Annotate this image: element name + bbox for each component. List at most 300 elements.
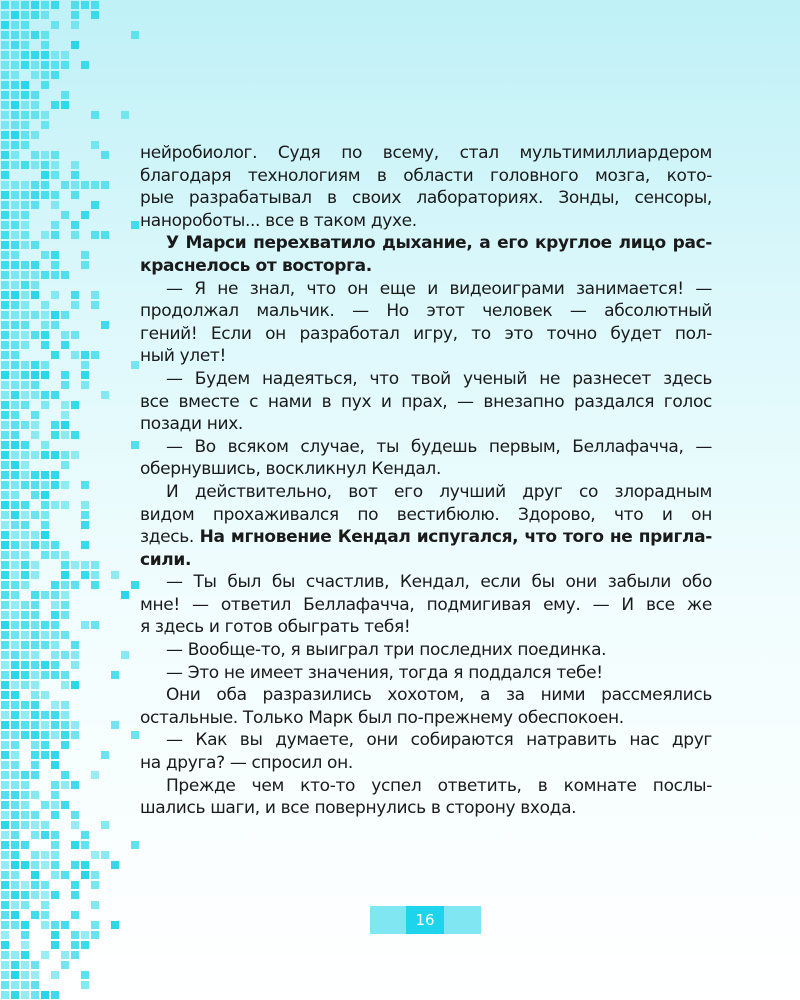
mosaic-pixel [91, 561, 99, 569]
mosaic-pixel [111, 921, 119, 929]
mosaic-pixel [41, 11, 49, 19]
mosaic-pixel [51, 431, 59, 439]
mosaic-pixel [11, 461, 19, 469]
mosaic-pixel [21, 1, 29, 9]
mosaic-pixel [11, 751, 19, 759]
text-line: продолжал мальчик. — Но этот человек — абсолютный [140, 301, 712, 322]
mosaic-pixel [71, 231, 79, 239]
mosaic-pixel [51, 291, 59, 299]
mosaic-pixel [21, 731, 29, 739]
mosaic-pixel [81, 931, 89, 939]
mosaic-pixel [21, 711, 29, 719]
mosaic-pixel [1, 631, 9, 639]
mosaic-pixel [21, 81, 29, 89]
mosaic-pixel [31, 991, 39, 999]
mosaic-pixel [91, 231, 99, 239]
mosaic-pixel [131, 361, 139, 369]
mosaic-pixel [11, 811, 19, 819]
mosaic-pixel [11, 291, 19, 299]
mosaic-pixel [51, 151, 59, 159]
mosaic-pixel [61, 51, 69, 59]
mosaic-pixel [61, 601, 69, 609]
mosaic-pixel [11, 361, 19, 369]
text-line: — Будем надеяться, что твой ученый не разнесет здесь [166, 368, 712, 389]
mosaic-pixel [71, 891, 79, 899]
mosaic-pixel [11, 221, 19, 229]
mosaic-pixel [11, 701, 19, 709]
mosaic-pixel [11, 631, 19, 639]
mosaic-pixel [51, 991, 59, 999]
mosaic-pixel [51, 271, 59, 279]
mosaic-pixel [21, 21, 29, 29]
mosaic-pixel [1, 661, 9, 669]
mosaic-pixel [71, 431, 79, 439]
mosaic-pixel [11, 501, 19, 509]
pixel-mosaic-decoration [0, 0, 140, 1000]
mosaic-pixel [21, 951, 29, 959]
mosaic-pixel [21, 41, 29, 49]
mosaic-pixel [1, 301, 9, 309]
mosaic-pixel [11, 651, 19, 659]
mosaic-pixel [1, 761, 9, 769]
mosaic-pixel [1, 421, 9, 429]
mosaic-pixel [31, 601, 39, 609]
mosaic-pixel [21, 841, 29, 849]
mosaic-pixel [101, 321, 109, 329]
text-line: У Марси перехватило дыхание, а его круглое лицо рас- [166, 233, 712, 254]
text-line: позади них. [140, 414, 243, 435]
text-body [140, 142, 712, 820]
mosaic-pixel [11, 331, 19, 339]
mosaic-pixel [81, 481, 89, 489]
text-line: — Ты был бы счастлив, Кендал, если бы они забыли обо [166, 572, 712, 593]
mosaic-pixel [61, 181, 69, 189]
mosaic-pixel [21, 611, 29, 619]
mosaic-pixel [41, 391, 49, 399]
mosaic-pixel [1, 271, 9, 279]
mosaic-pixel [61, 581, 69, 589]
mosaic-pixel [71, 781, 79, 789]
mosaic-pixel [41, 551, 49, 559]
mosaic-pixel [61, 551, 69, 559]
mosaic-pixel [41, 51, 49, 59]
mosaic-pixel [71, 191, 79, 199]
mosaic-pixel [41, 301, 49, 309]
mosaic-pixel [101, 231, 109, 239]
mosaic-pixel [51, 701, 59, 709]
mosaic-pixel [21, 891, 29, 899]
mosaic-pixel [41, 191, 49, 199]
mosaic-pixel [81, 511, 89, 519]
mosaic-pixel [11, 131, 19, 139]
mosaic-pixel [21, 371, 29, 379]
mosaic-pixel [41, 31, 49, 39]
mosaic-pixel [31, 871, 39, 879]
mosaic-pixel [71, 41, 79, 49]
mosaic-pixel [11, 311, 19, 319]
mosaic-pixel [51, 591, 59, 599]
mosaic-pixel [11, 571, 19, 579]
mosaic-pixel [11, 641, 19, 649]
mosaic-pixel [71, 21, 79, 29]
mosaic-pixel [51, 351, 59, 359]
mosaic-pixel [11, 721, 19, 729]
mosaic-pixel [11, 561, 19, 569]
mosaic-pixel [51, 421, 59, 429]
mosaic-pixel [31, 541, 39, 549]
mosaic-pixel [11, 681, 19, 689]
mosaic-pixel [61, 571, 69, 579]
mosaic-pixel [31, 631, 39, 639]
mosaic-pixel [51, 481, 59, 489]
mosaic-pixel [1, 201, 9, 209]
mosaic-pixel [1, 311, 9, 319]
mosaic-pixel [21, 131, 29, 139]
mosaic-pixel [1, 501, 9, 509]
mosaic-pixel [101, 751, 109, 759]
mosaic-pixel [31, 31, 39, 39]
mosaic-pixel [31, 11, 39, 19]
mosaic-pixel [41, 151, 49, 159]
mosaic-pixel [21, 201, 29, 209]
mosaic-pixel [41, 821, 49, 829]
mosaic-pixel [11, 901, 19, 909]
mosaic-pixel [31, 791, 39, 799]
mosaic-pixel [81, 981, 89, 989]
mosaic-pixel [1, 211, 9, 219]
mosaic-pixel [21, 191, 29, 199]
mosaic-pixel [1, 51, 9, 59]
text-line: — Во всяком случае, ты будешь первым, Беллафачча, — [166, 436, 712, 457]
mosaic-pixel [71, 651, 79, 659]
mosaic-pixel [41, 171, 49, 179]
mosaic-pixel [51, 631, 59, 639]
mosaic-pixel [31, 811, 39, 819]
mosaic-pixel [41, 361, 49, 369]
mosaic-pixel [1, 541, 9, 549]
mosaic-pixel [71, 861, 79, 869]
mosaic-pixel [41, 501, 49, 509]
mosaic-pixel [121, 111, 129, 119]
mosaic-pixel [41, 181, 49, 189]
text-line: остальные. Только Марк был по-прежнему обеспокоен. [140, 707, 624, 728]
mosaic-pixel [1, 91, 9, 99]
mosaic-pixel [1, 991, 9, 999]
mosaic-pixel [1, 351, 9, 359]
mosaic-pixel [31, 391, 39, 399]
mosaic-pixel [41, 881, 49, 889]
mosaic-pixel [71, 721, 79, 729]
mosaic-pixel [61, 681, 69, 689]
mosaic-pixel [41, 891, 49, 899]
mosaic-pixel [1, 731, 9, 739]
mosaic-pixel [1, 391, 9, 399]
mosaic-pixel [31, 311, 39, 319]
mosaic-pixel [31, 851, 39, 859]
mosaic-pixel [61, 341, 69, 349]
mosaic-pixel [71, 581, 79, 589]
mosaic-pixel [61, 561, 69, 569]
mosaic-pixel [121, 591, 129, 599]
mosaic-pixel [111, 721, 119, 729]
mosaic-pixel [81, 251, 89, 259]
mosaic-pixel [61, 771, 69, 779]
mosaic-pixel [1, 871, 9, 879]
mosaic-pixel [11, 351, 19, 359]
mosaic-pixel [1, 831, 9, 839]
mosaic-pixel [21, 241, 29, 249]
mosaic-pixel [31, 971, 39, 979]
mosaic-pixel [61, 801, 69, 809]
mosaic-pixel [81, 941, 89, 949]
mosaic-pixel [61, 421, 69, 429]
mosaic-pixel [31, 111, 39, 119]
mosaic-pixel [41, 441, 49, 449]
mosaic-pixel [51, 231, 59, 239]
mosaic-pixel [1, 571, 9, 579]
text-line: все вместе с нами в пух и прах, — внезапно раздался голос [140, 391, 712, 412]
mosaic-pixel [51, 71, 59, 79]
mosaic-pixel [1, 751, 9, 759]
text-line: рые разрабатывал в своих лабораториях. Зонды, сенсоры, [140, 188, 712, 209]
mosaic-pixel [31, 61, 39, 69]
mosaic-pixel [21, 51, 29, 59]
mosaic-pixel [11, 421, 19, 429]
mosaic-pixel [41, 251, 49, 259]
mosaic-pixel [21, 521, 29, 529]
mosaic-pixel [31, 331, 39, 339]
mosaic-pixel [91, 11, 99, 19]
mosaic-pixel [11, 871, 19, 879]
paragraph [140, 142, 712, 232]
mosaic-pixel [21, 651, 29, 659]
mosaic-pixel [91, 1, 99, 9]
mosaic-pixel [51, 831, 59, 839]
mosaic-pixel [1, 321, 9, 329]
mosaic-pixel [81, 971, 89, 979]
mosaic-pixel [51, 641, 59, 649]
mosaic-pixel [81, 621, 89, 629]
mosaic-pixel [51, 941, 59, 949]
mosaic-pixel [1, 151, 9, 159]
mosaic-pixel [81, 371, 89, 379]
mosaic-pixel [1, 331, 9, 339]
mosaic-pixel [11, 241, 19, 249]
paragraph [140, 232, 712, 277]
mosaic-pixel [11, 541, 19, 549]
mosaic-pixel [71, 291, 79, 299]
mosaic-pixel [121, 651, 129, 659]
mosaic-pixel [51, 621, 59, 629]
mosaic-pixel [21, 701, 29, 709]
mosaic-pixel [31, 91, 39, 99]
mosaic-pixel [51, 611, 59, 619]
mosaic-pixel [71, 941, 79, 949]
mosaic-pixel [31, 71, 39, 79]
mosaic-pixel [11, 521, 19, 529]
mosaic-pixel [51, 891, 59, 899]
mosaic-pixel [1, 371, 9, 379]
text-line: Они оба разразились хохотом, а за ними рассмеялись [166, 685, 712, 706]
mosaic-pixel [31, 771, 39, 779]
mosaic-pixel [11, 51, 19, 59]
mosaic-pixel [1, 511, 9, 519]
text-line: благодаря технологиям в области головного мозга, кото- [140, 165, 712, 186]
mosaic-pixel [21, 421, 29, 429]
mosaic-pixel [71, 301, 79, 309]
mosaic-pixel [51, 61, 59, 69]
mosaic-pixel [81, 1, 89, 9]
mosaic-pixel [41, 631, 49, 639]
mosaic-pixel [51, 201, 59, 209]
mosaic-pixel [31, 241, 39, 249]
mosaic-pixel [31, 681, 39, 689]
mosaic-pixel [1, 931, 9, 939]
mosaic-pixel [61, 481, 69, 489]
mosaic-pixel [1, 581, 9, 589]
mosaic-pixel [11, 831, 19, 839]
mosaic-pixel [21, 881, 29, 889]
text-segment: здесь. [140, 527, 200, 548]
mosaic-pixel [41, 731, 49, 739]
mosaic-pixel [1, 181, 9, 189]
mosaic-pixel [61, 101, 69, 109]
paragraph [140, 368, 712, 436]
mosaic-pixel [41, 371, 49, 379]
mosaic-pixel [11, 861, 19, 869]
mosaic-pixel [31, 471, 39, 479]
mosaic-pixel [21, 641, 29, 649]
mosaic-pixel [81, 571, 89, 579]
mosaic-pixel [31, 741, 39, 749]
mosaic-pixel [31, 131, 39, 139]
mosaic-pixel [81, 181, 89, 189]
mosaic-pixel [21, 451, 29, 459]
mosaic-pixel [1, 361, 9, 369]
mosaic-pixel [71, 681, 79, 689]
mosaic-pixel [11, 451, 19, 459]
mosaic-pixel [51, 811, 59, 819]
mosaic-pixel [11, 31, 19, 39]
mosaic-pixel [51, 101, 59, 109]
paragraph [140, 481, 712, 571]
mosaic-pixel [21, 61, 29, 69]
mosaic-pixel [51, 171, 59, 179]
mosaic-pixel [1, 291, 9, 299]
mosaic-pixel [51, 311, 59, 319]
mosaic-pixel [1, 431, 9, 439]
mosaic-pixel [131, 31, 139, 39]
mosaic-pixel [51, 581, 59, 589]
paragraph [140, 775, 712, 820]
mosaic-pixel [1, 11, 9, 19]
mosaic-pixel [41, 521, 49, 529]
mosaic-pixel [31, 881, 39, 889]
mosaic-pixel [81, 211, 89, 219]
mosaic-pixel [11, 261, 19, 269]
mosaic-pixel [31, 561, 39, 569]
mosaic-pixel [21, 601, 29, 609]
mosaic-pixel [31, 641, 39, 649]
mosaic-pixel [1, 601, 9, 609]
mosaic-pixel [31, 261, 39, 269]
mosaic-pixel [11, 411, 19, 419]
mosaic-pixel [11, 101, 19, 109]
mosaic-pixel [1, 981, 9, 989]
mosaic-pixel [51, 661, 59, 669]
mosaic-pixel [81, 831, 89, 839]
mosaic-pixel [51, 861, 59, 869]
mosaic-pixel [1, 651, 9, 659]
mosaic-pixel [1, 531, 9, 539]
mosaic-pixel [31, 421, 39, 429]
mosaic-pixel [61, 711, 69, 719]
mosaic-pixel [41, 471, 49, 479]
mosaic-pixel [41, 901, 49, 909]
mosaic-pixel [101, 851, 109, 859]
mosaic-pixel [61, 961, 69, 969]
mosaic-pixel [11, 551, 19, 559]
mosaic-pixel [111, 571, 119, 579]
mosaic-pixel [1, 841, 9, 849]
mosaic-pixel [11, 841, 19, 849]
mosaic-pixel [1, 191, 9, 199]
text-line: я здесь и готов обыграть тебя! [140, 617, 411, 638]
mosaic-pixel [61, 271, 69, 279]
mosaic-pixel [31, 611, 39, 619]
mosaic-pixel [21, 391, 29, 399]
mosaic-pixel [51, 851, 59, 859]
mosaic-pixel [41, 71, 49, 79]
mosaic-pixel [111, 861, 119, 869]
mosaic-pixel [61, 871, 69, 879]
mosaic-pixel [61, 311, 69, 319]
mosaic-pixel [21, 301, 29, 309]
mosaic-pixel [71, 11, 79, 19]
mosaic-pixel [1, 111, 9, 119]
mosaic-pixel [71, 401, 79, 409]
mosaic-pixel [71, 881, 79, 889]
mosaic-pixel [41, 591, 49, 599]
mosaic-pixel [111, 671, 119, 679]
mosaic-pixel [31, 891, 39, 899]
mosaic-pixel [21, 541, 29, 549]
mosaic-pixel [41, 691, 49, 699]
mosaic-pixel [51, 391, 59, 399]
mosaic-pixel [1, 341, 9, 349]
mosaic-pixel [21, 671, 29, 679]
mosaic-pixel [1, 971, 9, 979]
mosaic-pixel [11, 661, 19, 669]
mosaic-pixel [31, 51, 39, 59]
mosaic-pixel [61, 61, 69, 69]
mosaic-pixel [1, 491, 9, 499]
mosaic-pixel [21, 681, 29, 689]
mosaic-pixel [41, 621, 49, 629]
mosaic-pixel [21, 261, 29, 269]
mosaic-pixel [11, 281, 19, 289]
mosaic-pixel [31, 621, 39, 629]
mosaic-pixel [1, 411, 9, 419]
mosaic-pixel [51, 1, 59, 9]
mosaic-pixel [51, 541, 59, 549]
mosaic-pixel [11, 21, 19, 29]
mosaic-pixel [91, 581, 99, 589]
mosaic-pixel [61, 781, 69, 789]
mosaic-pixel [1, 261, 9, 269]
mosaic-pixel [41, 111, 49, 119]
mosaic-pixel [21, 231, 29, 239]
